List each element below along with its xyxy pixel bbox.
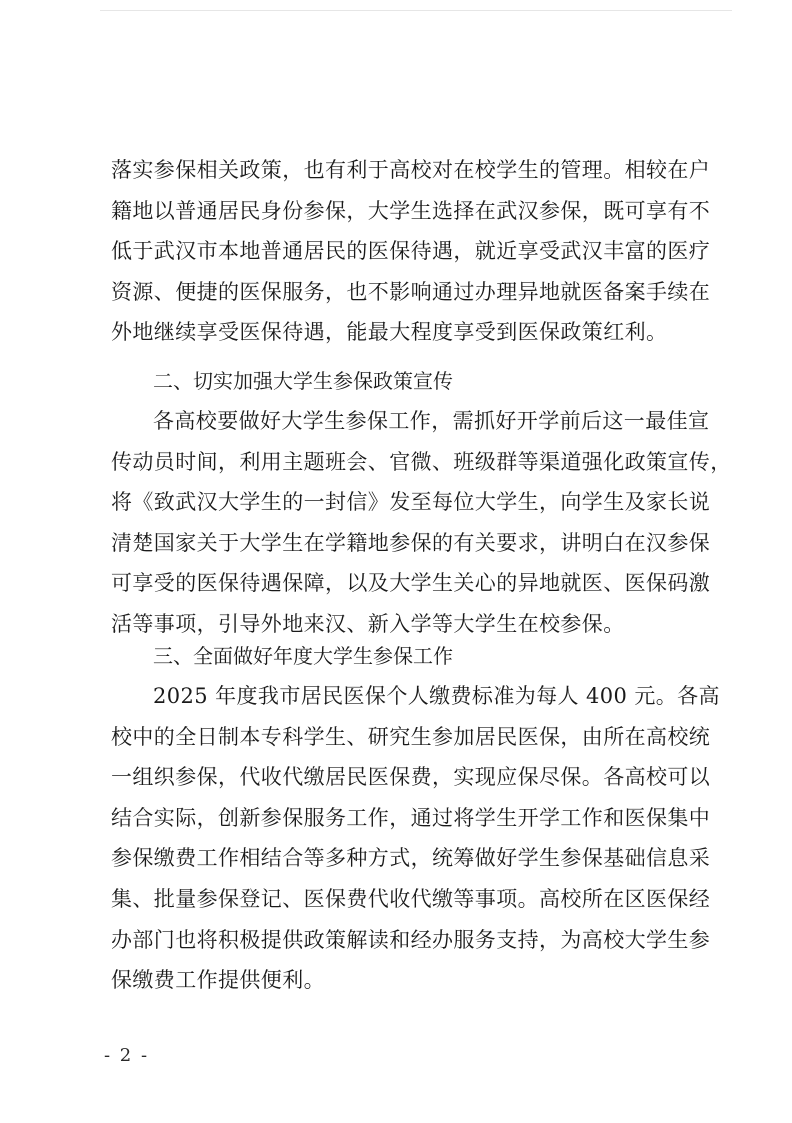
text-line: 一组织参保，代收代缴居民医保费，实现应保尽保。各高校可以	[111, 765, 711, 790]
text-line: 参保缴费工作相结合等多种方式，统筹做好学生参保基础信息采	[111, 846, 711, 871]
text-line: 保缴费工作提供便利。	[111, 968, 325, 993]
text-line: 籍地以普通居民身份参保，大学生选择在武汉参保，既可享有不	[111, 198, 711, 223]
text-line: 活等事项，引导外地来汉、新入学等大学生在校参保。	[111, 611, 625, 636]
text-line: 外地继续享受医保待遇，能最大程度享受到医保政策红利。	[111, 320, 668, 345]
text-line: 各高校要做好大学生参保工作，需抓好开学前后这一最佳宣	[153, 409, 710, 433]
text-line: 落实参保相关政策，也有利于高校对在校学生的管理。相较在户	[111, 158, 711, 182]
text-line: 低于武汉市本地普通居民的医保待遇，就近享受武汉丰富的医疗	[111, 239, 711, 264]
text-line: 可享受的医保待遇保障，以及大学生关心的异地就医、医保码激	[111, 571, 711, 596]
text-line: 办部门也将积极提供政策解读和经办服务支持，为高校大学生参	[111, 927, 711, 952]
paragraph-continuation	[111, 150, 711, 353]
section-heading-3: 三、全面做好年度大学生参保工作	[153, 644, 453, 668]
section-2-paragraph	[111, 401, 732, 645]
section-heading-2: 二、切实加强大学生参保政策宣传	[153, 369, 453, 393]
text-line: 传动员时间，利用主题班会、官微、班级群等渠道强化政策宣传，	[111, 449, 732, 474]
text-line: 集、批量参保登记、医保费代收代缴等事项。高校所在区医保经	[111, 886, 711, 911]
text-line: 清楚国家关于大学生在学籍地参保的有关要求，讲明白在汉参保	[111, 530, 711, 555]
text-line: 资源、便捷的医保服务，也不影响通过办理异地就医备案手续在	[111, 279, 711, 304]
text-line: 2025 年度我市居民医保个人缴费标准为每人 400 元。各高	[153, 684, 720, 708]
text-line: 将《致武汉大学生的一封信》发至每位大学生，向学生及家长说	[111, 490, 711, 515]
top-divider	[100, 10, 732, 11]
section-3-paragraph	[111, 676, 720, 1001]
page-number: - 2 -	[104, 1045, 150, 1066]
text-line: 校中的全日制本专科学生、研究生参加居民医保，由所在高校统	[111, 724, 711, 749]
text-line: 结合实际，创新参保服务工作，通过将学生开学工作和医保集中	[111, 805, 711, 830]
